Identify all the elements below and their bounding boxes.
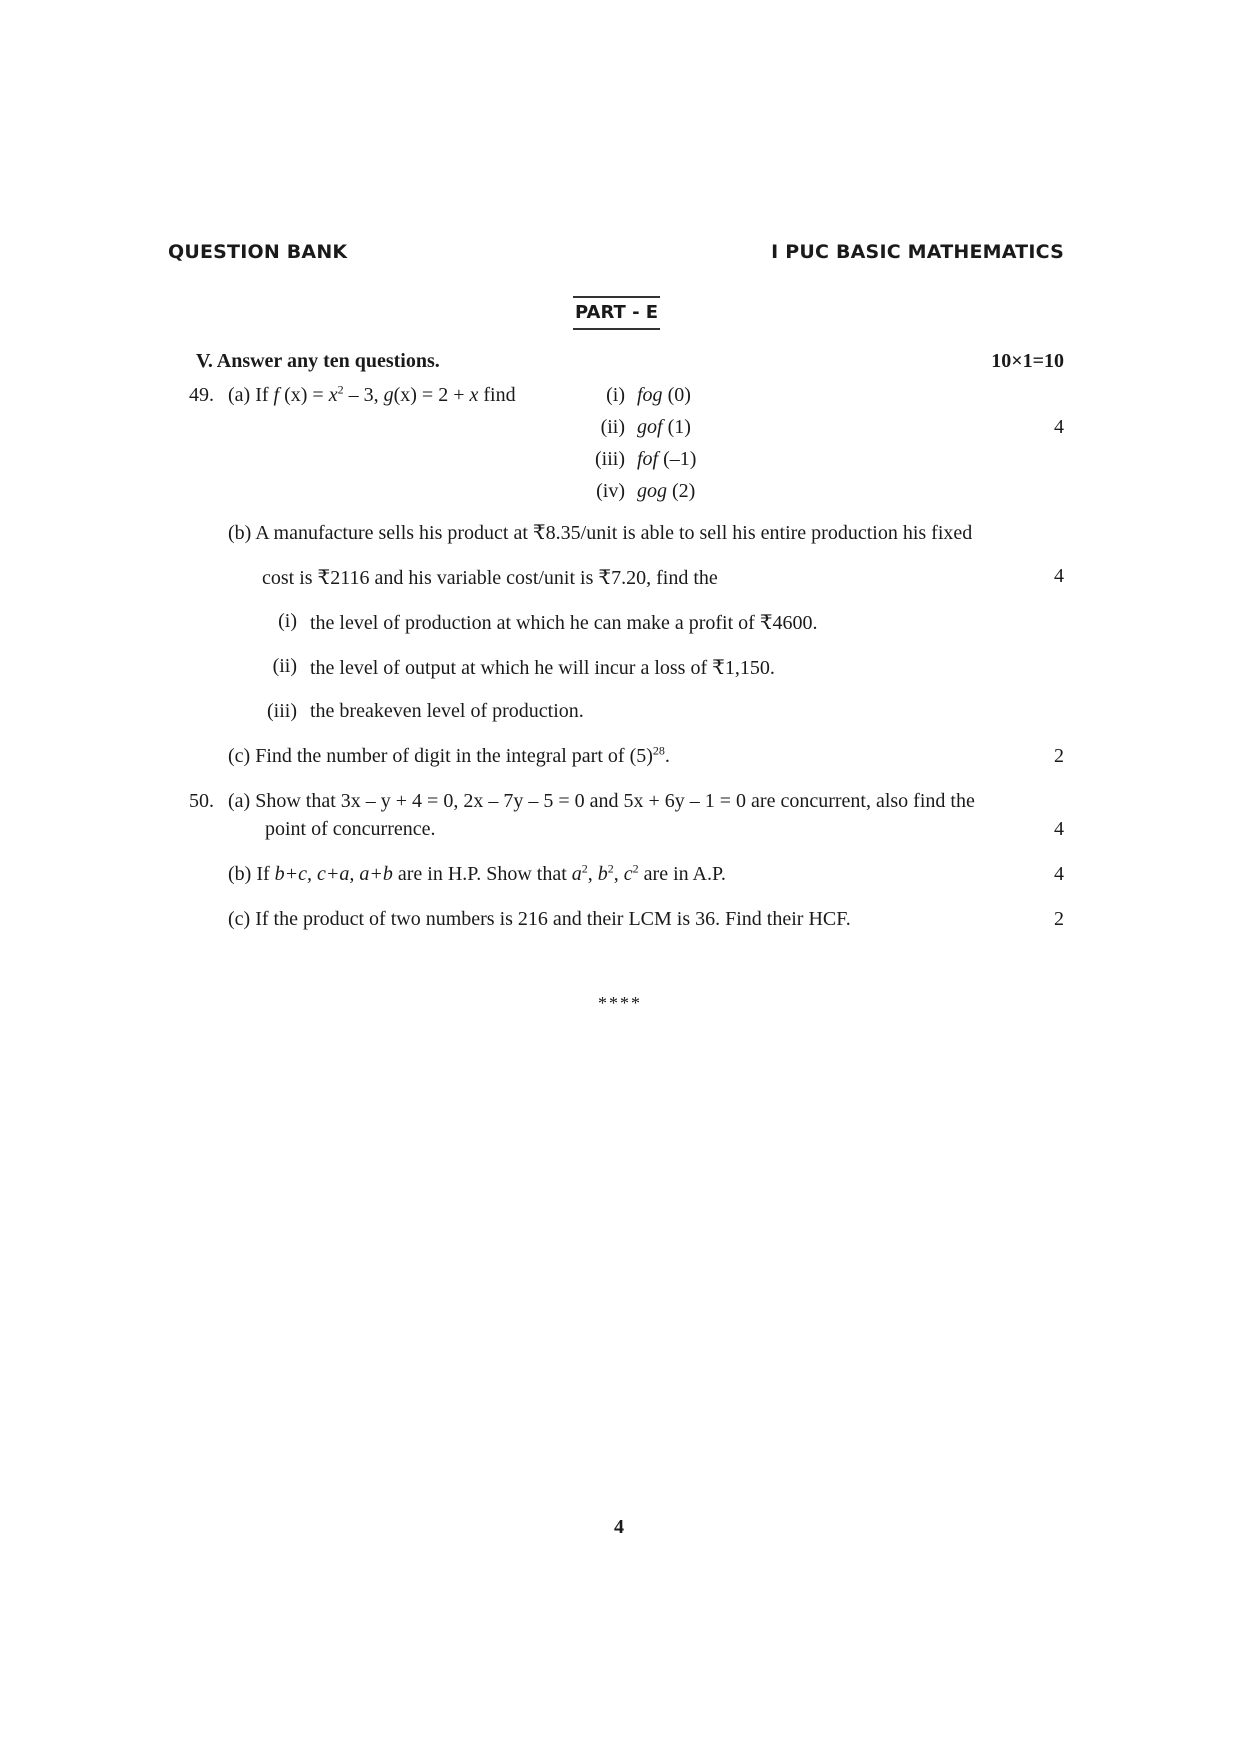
q49c-marks: 2 — [1054, 745, 1064, 767]
q50c-text: (c) If the product of two numbers is 216 and their LCM is 36. Find their HCF. — [228, 908, 851, 930]
q49b-part-num: (ii) — [272, 655, 297, 677]
q49b-part-num: (iii) — [267, 700, 297, 722]
q50-number: 50. — [189, 790, 214, 812]
q49b-part-text: the level of output at which he will incur a loss of ₹1,150. — [310, 657, 775, 679]
q50b-marks: 4 — [1054, 863, 1064, 885]
page-number: 4 — [614, 1516, 624, 1538]
q50b-text: (b) If b+c, c+a, a+b are in H.P. Show that $a^2$, $b^2$, $c^2$ are in A.P. — [228, 861, 726, 885]
q49b-marks: 4 — [1054, 565, 1064, 587]
q49a-part-expr: fog (0) — [637, 384, 691, 406]
q49a-part-num: (iii) — [595, 448, 625, 470]
end-mark: **** — [598, 993, 642, 1013]
section-label: V. Answer any ten questions. — [196, 350, 440, 372]
section-marks: 10×1=10 — [991, 350, 1064, 372]
q49b-line2: cost is ₹2116 and his variable cost/unit is ₹7.20, find the — [262, 567, 718, 589]
q49c-text: (c) Find the number of digit in the integral part of $(5)^{28}$. — [228, 743, 670, 767]
part-title: PART - E — [573, 296, 660, 330]
q49-number: 49. — [189, 384, 214, 406]
header-left: QUESTION BANK — [168, 241, 348, 263]
q49a-statement: (a) If f $(x) = x^2 - 3$, g(x) = 2 + x find — [228, 382, 516, 406]
q49b-part-text: the breakeven level of production. — [310, 700, 584, 722]
q49a-part-num: (i) — [606, 384, 625, 406]
q50a-marks: 4 — [1054, 818, 1064, 840]
q49a-marks: 4 — [1054, 416, 1064, 438]
q50a-line1: (a) Show that 3x – y + 4 = 0, 2x – 7y – 5 = 0 and 5x + 6y – 1 = 0 are concurrent, also find the — [228, 790, 975, 812]
q50c-marks: 2 — [1054, 908, 1064, 930]
q49a-part-expr: gog (2) — [637, 480, 696, 502]
q50a-line2: point of concurrence. — [265, 818, 436, 840]
q49a-part-num: (ii) — [600, 416, 625, 438]
header-right: I PUC BASIC MATHEMATICS — [771, 241, 1064, 263]
q49a-part-expr: gof (1) — [637, 416, 691, 438]
q49a-part-expr: fof (–1) — [637, 448, 697, 470]
q49a-part-num: (iv) — [596, 480, 625, 502]
q49b-part-num: (i) — [278, 610, 297, 632]
q49b-part-text: the level of production at which he can make a profit of ₹4600. — [310, 612, 818, 634]
q49b-line1: (b) A manufacture sells his product at ₹8.35/unit is able to sell his entire production his fixed — [228, 522, 973, 544]
